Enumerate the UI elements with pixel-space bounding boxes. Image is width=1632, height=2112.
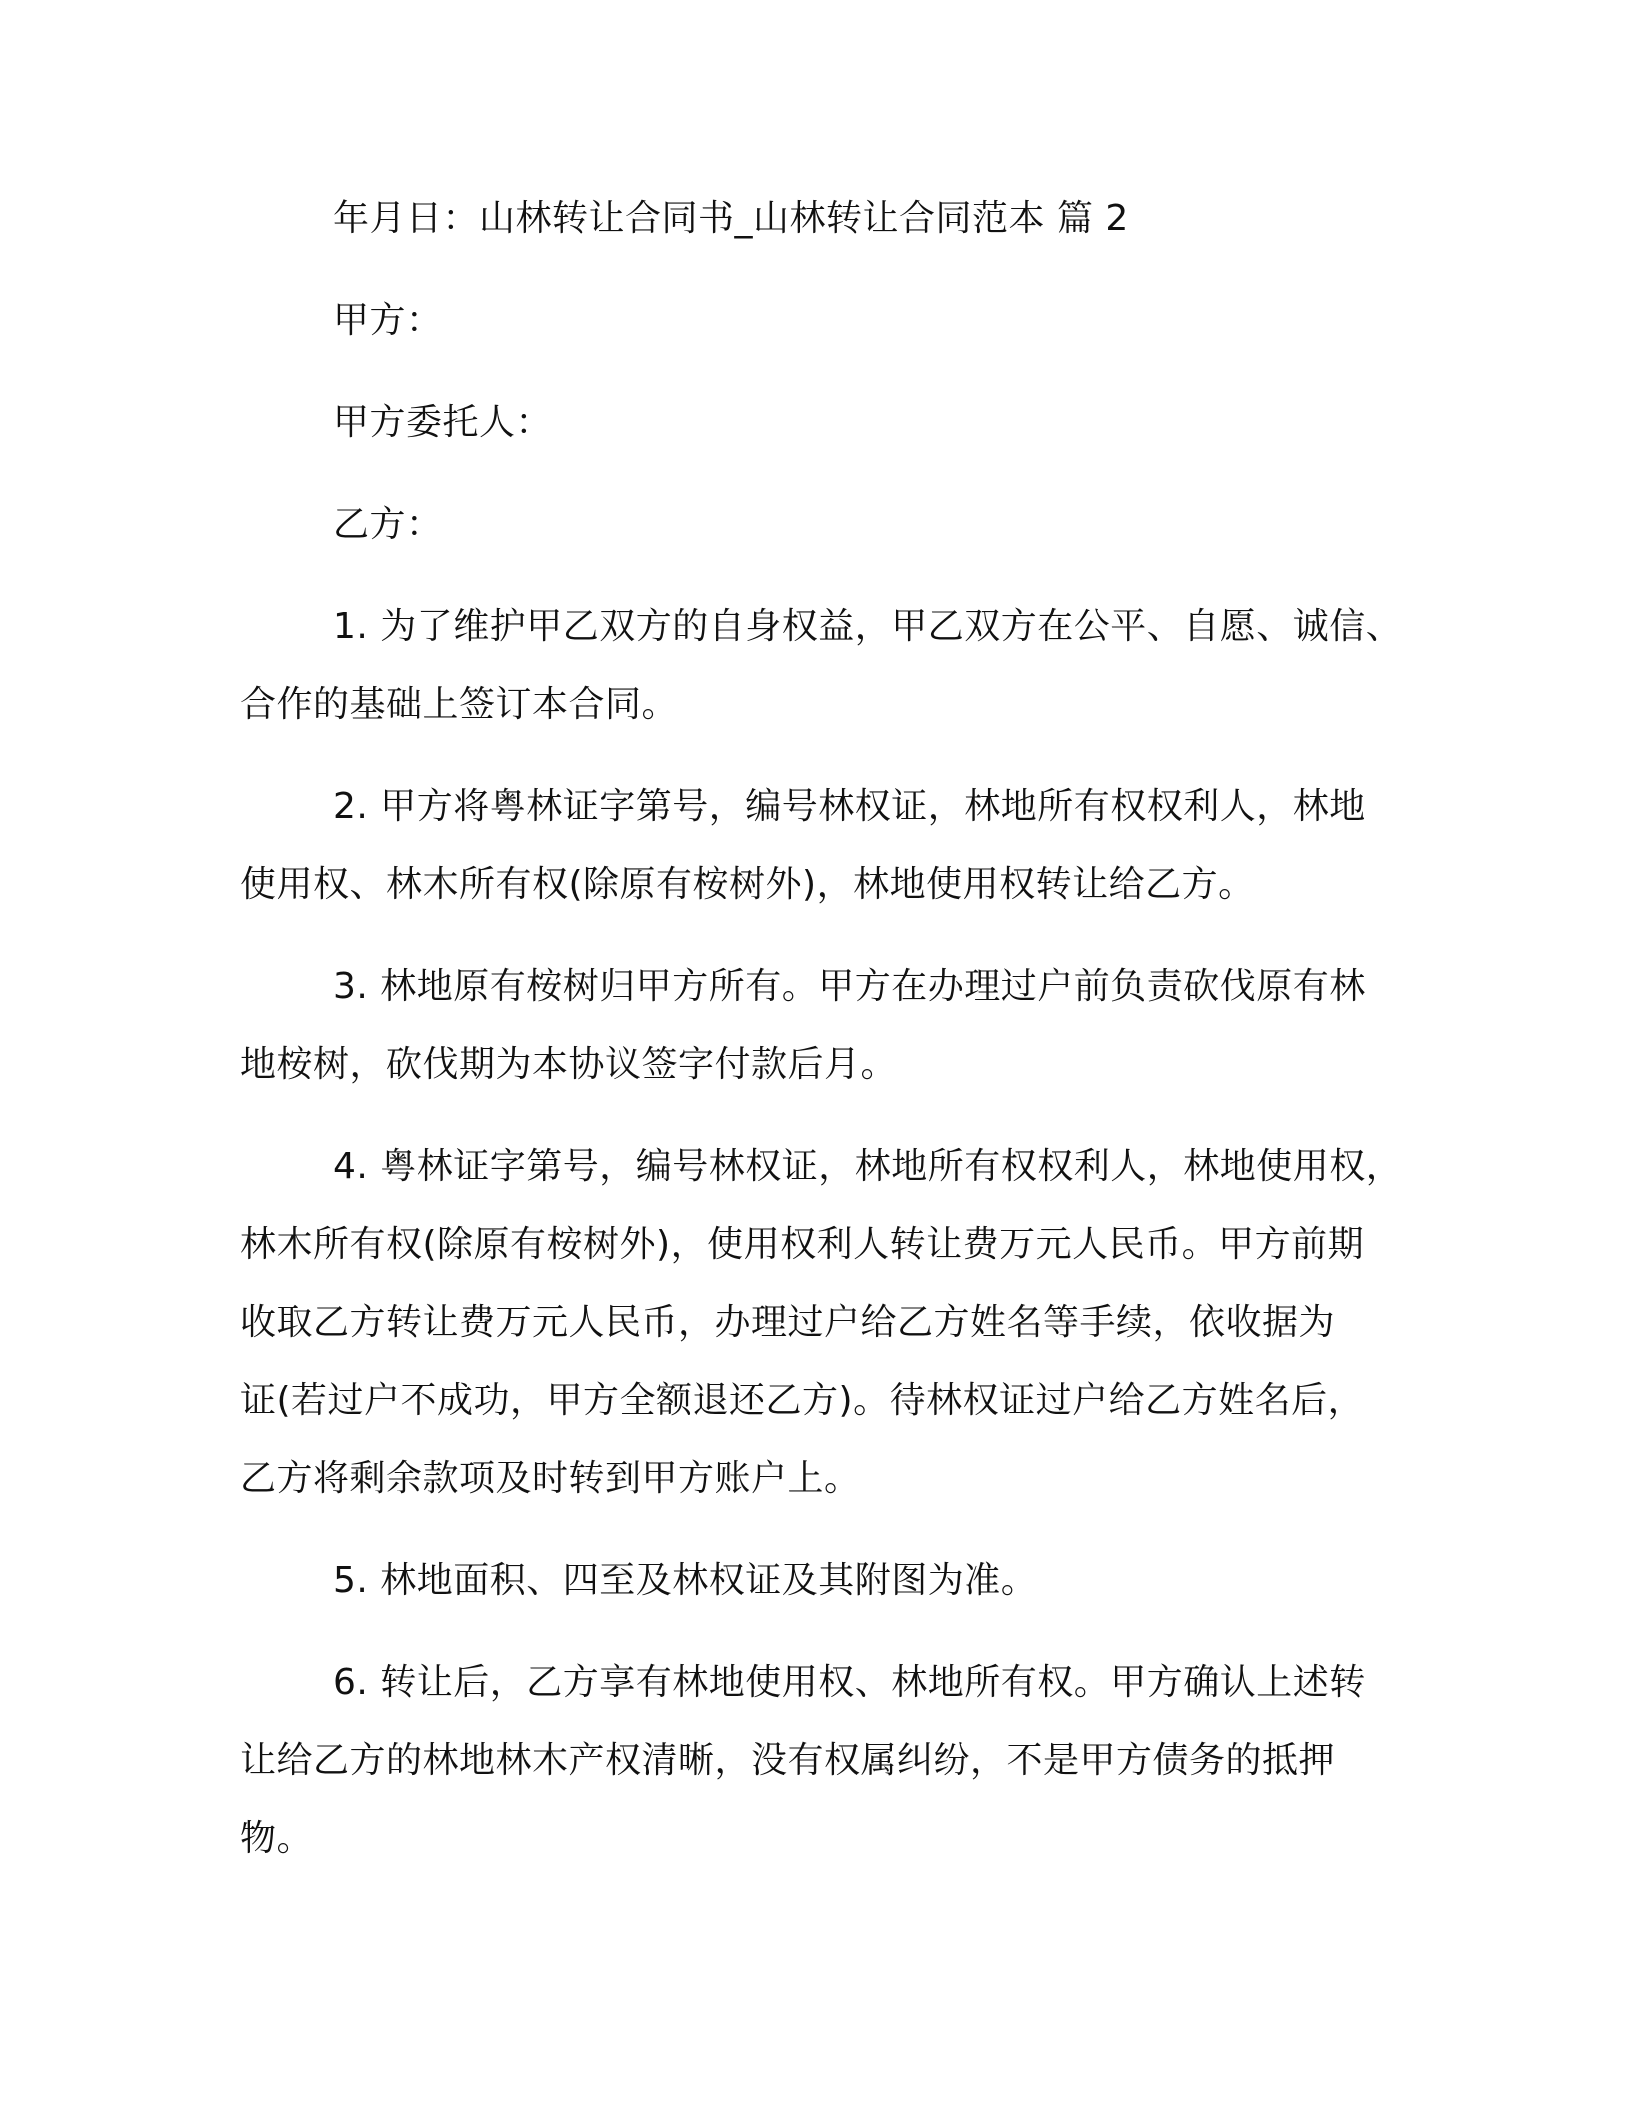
clause-4-line-3: 收取乙方转让费万元人民币，办理过户给乙方姓名等手续，依收据为 bbox=[240, 1302, 1336, 1343]
clause-4-line-2: 林木所有权(除原有桉树外)，使用权利人转让费万元人民币。甲方前期 bbox=[240, 1224, 1365, 1265]
clause-1-line-2: 合作的基础上签订本合同。 bbox=[240, 684, 679, 725]
clause-2-line-1: 2. 甲方将粤林证字第号，编号林权证，林地所有权权利人，林地 bbox=[333, 786, 1366, 827]
clause-6-line-2: 让给乙方的林地林木产权清晰，没有权属纠纷，不是甲方债务的抵押 bbox=[240, 1740, 1336, 1781]
clause-6-line-1: 6. 转让后，乙方享有林地使用权、林地所有权。甲方确认上述转 bbox=[333, 1662, 1366, 1703]
clause-4-line-1: 4. 粤林证字第号，编号林权证，林地所有权权利人，林地使用权， bbox=[333, 1146, 1403, 1187]
clause-1-line-1: 1. 为了维护甲乙双方的自身权益，甲乙双方在公平、自愿、诚信、 bbox=[333, 606, 1403, 647]
clause-5-line-1: 5. 林地面积、四至及林权证及其附图为准。 bbox=[333, 1560, 1038, 1601]
party-a-agent-label: 甲方委托人： bbox=[333, 402, 553, 443]
clause-4-line-4: 证(若过户不成功，甲方全额退还乙方)。待林权证过户给乙方姓名后， bbox=[240, 1380, 1365, 1421]
clause-6-line-3: 物。 bbox=[240, 1818, 314, 1859]
party-b-label: 乙方： bbox=[333, 504, 443, 545]
clause-3-line-2: 地桉树，砍伐期为本协议签字付款后月。 bbox=[240, 1044, 898, 1085]
clause-2-line-2: 使用权、林木所有权(除原有桉树外)，林地使用权转让给乙方。 bbox=[240, 864, 1255, 905]
clause-4-line-5: 乙方将剩余款项及时转到甲方账户上。 bbox=[240, 1458, 861, 1499]
clause-3-line-1: 3. 林地原有桉树归甲方所有。甲方在办理过户前负责砍伐原有林 bbox=[333, 966, 1366, 1007]
document-title: 年月日：山林转让合同书_山林转让合同范本 篇 2 bbox=[333, 198, 1129, 239]
party-a-label: 甲方： bbox=[333, 300, 443, 341]
